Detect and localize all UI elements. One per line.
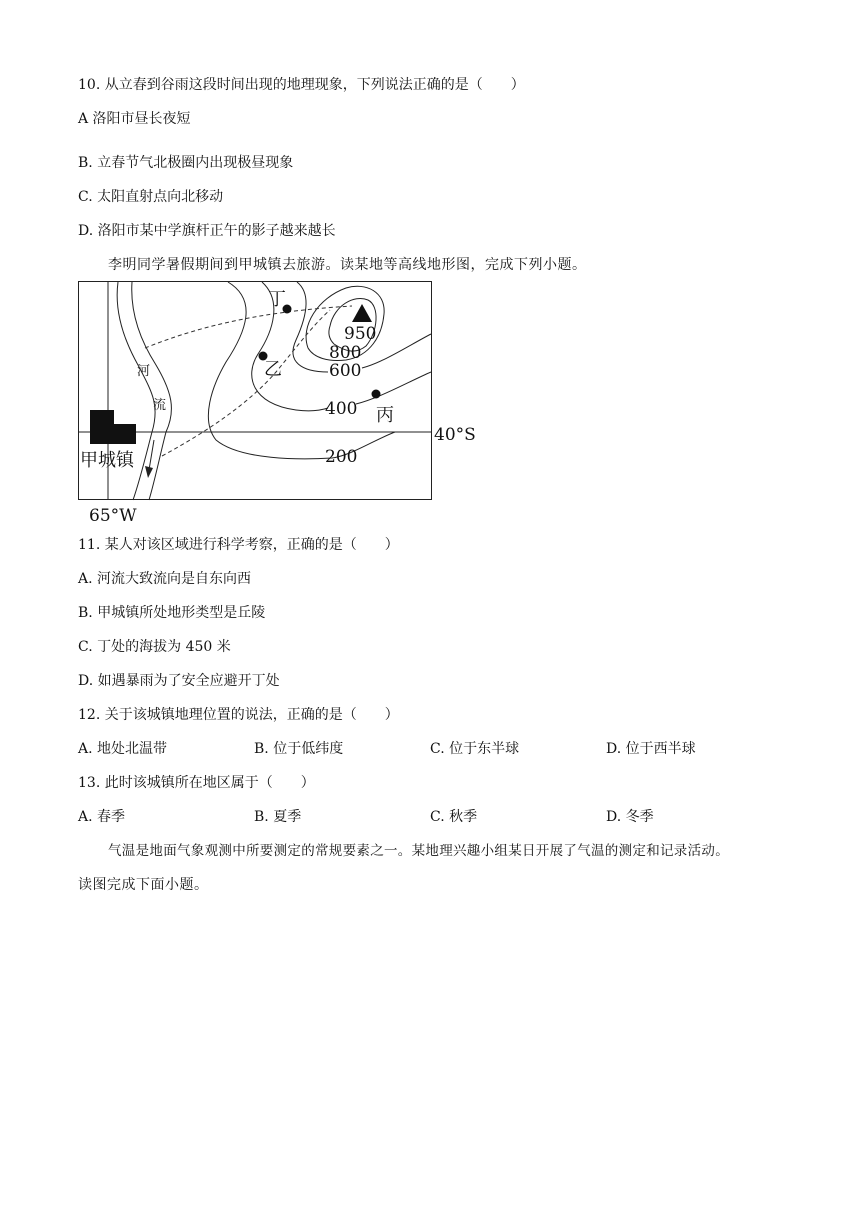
peak-triangle-icon xyxy=(352,304,372,322)
contour-400-a xyxy=(252,282,328,411)
road-dashed-upper xyxy=(145,306,352,348)
longitude-label: 65°W xyxy=(89,506,137,526)
q11-option-a: A. 河流大致流向是自东向西 xyxy=(78,571,252,587)
intro-paragraph-2-line-1: 气温是地面气象观测中所要测定的常规要素之一。某地理兴趣小组某日开展了气温的测定和记录活动。 xyxy=(108,843,729,859)
q10-option-a: A 洛阳市昼长夜短 xyxy=(78,111,191,127)
q13-option-c: C. 秋季 xyxy=(430,809,478,825)
road-dashed-lower xyxy=(162,310,330,456)
q13-stem: 13. 此时该城镇所在地区属于（ ） xyxy=(78,775,315,791)
intro-paragraph-1: 李明同学暑假期间到甲城镇去旅游。读某地等高线地形图，完成下列小题。 xyxy=(108,257,587,273)
contour-label-800: 800 xyxy=(329,343,362,363)
contour-label-950: 950 xyxy=(344,324,377,344)
point-bing-marker xyxy=(372,390,381,399)
contour-400-b xyxy=(356,372,431,404)
town-block xyxy=(90,410,136,444)
q13-option-a: A. 春季 xyxy=(78,809,126,825)
q12-option-c: C. 位于东半球 xyxy=(430,741,520,757)
q11-option-d: D. 如遇暴雨为了安全应避开丁处 xyxy=(78,673,280,689)
q10-option-b: B. 立春节气北极圈内出现极昼现象 xyxy=(78,155,294,171)
river-label-1: 河 xyxy=(137,364,151,379)
q10-option-c: C. 太阳直射点向北移动 xyxy=(78,189,224,205)
q10-stem: 10. 从立春到谷雨这段时间出现的地理现象，下列说法正确的是（ ） xyxy=(78,77,525,93)
q11-option-b: B. 甲城镇所处地形类型是丘陵 xyxy=(78,605,266,621)
river-arrow-shaft xyxy=(149,440,154,470)
river-bank-right xyxy=(132,282,172,500)
q11-stem: 11. 某人对该区域进行科学考察，正确的是（ ） xyxy=(78,537,399,553)
contour-label-400: 400 xyxy=(325,399,358,419)
intro-paragraph-2-line-2: 读图完成下面小题。 xyxy=(78,877,209,893)
label-ding: 丁 xyxy=(268,289,286,310)
river-arrow-head xyxy=(145,466,153,478)
q12-option-d: D. 位于西半球 xyxy=(606,741,696,757)
label-yi: 乙 xyxy=(264,359,282,380)
latitude-label: 40°S xyxy=(434,425,476,445)
q12-option-b: B. 位于低纬度 xyxy=(254,741,344,757)
q10-option-d: D. 洛阳市某中学旗杆正午的影子越来越长 xyxy=(78,223,336,239)
q13-option-d: D. 冬季 xyxy=(606,809,654,825)
q11-option-c: C. 丁处的海拔为 450 米 xyxy=(78,639,231,655)
contour-label-200: 200 xyxy=(325,447,358,467)
q12-stem: 12. 关于该城镇地理位置的说法，正确的是（ ） xyxy=(78,707,399,723)
q13-option-b: B. 夏季 xyxy=(254,809,302,825)
river-label-2: 流 xyxy=(153,398,167,413)
contour-map xyxy=(0,0,860,540)
q12-option-a: A. 地处北温带 xyxy=(78,741,168,757)
label-bing: 丙 xyxy=(376,405,394,426)
town-label: 甲城镇 xyxy=(80,450,134,471)
contour-label-600: 600 xyxy=(329,361,362,381)
